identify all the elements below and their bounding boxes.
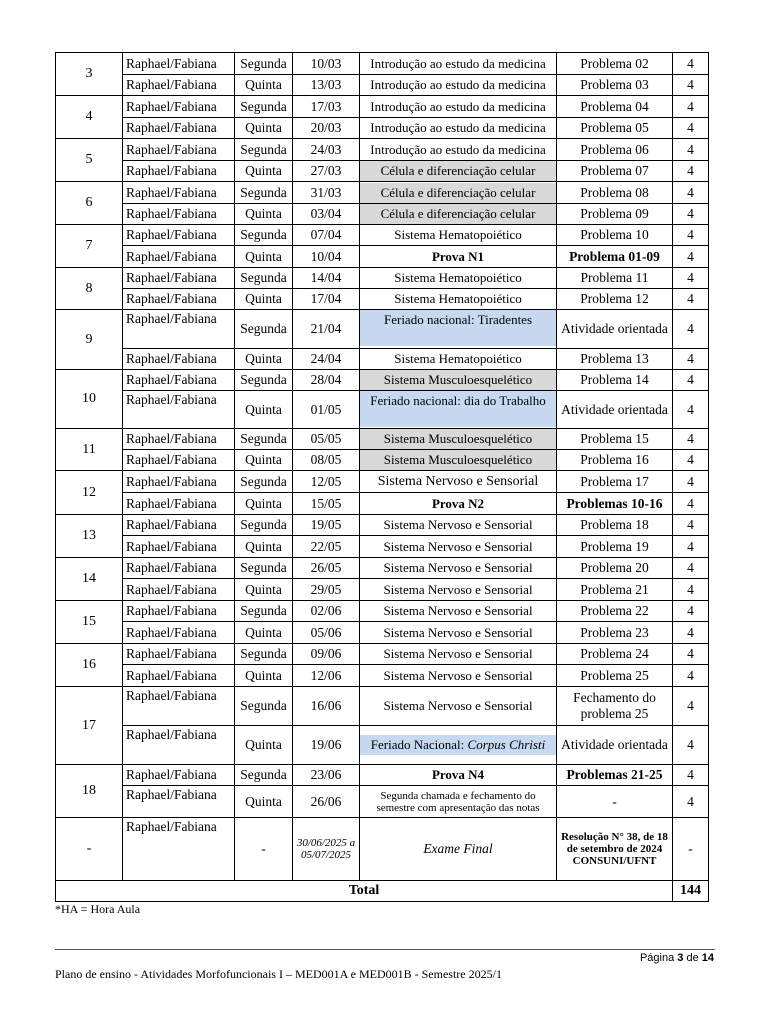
table-row — [56, 536, 709, 558]
day-cell: Segunda — [235, 765, 293, 786]
day-cell: - — [235, 818, 293, 881]
day-cell: Segunda — [235, 601, 293, 622]
date-cell: 12/05 — [293, 471, 360, 493]
ha-cell: 4 — [673, 726, 709, 765]
ha-cell: 4 — [673, 786, 709, 818]
day-cell: Segunda — [235, 182, 293, 204]
tutor-cell: Raphael/Fabiana — [123, 75, 235, 96]
day-cell: Segunda — [235, 53, 293, 75]
ha-cell: 4 — [673, 765, 709, 786]
date-cell: 31/03 — [293, 182, 360, 204]
content-cell: Introdução ao estudo da medicina — [360, 96, 557, 118]
problem-cell: Problema 03 — [557, 75, 673, 96]
day-cell: Segunda — [235, 370, 293, 391]
date-cell: 09/06 — [293, 644, 360, 665]
ha-cell: 4 — [673, 622, 709, 644]
table-row — [56, 118, 709, 139]
ha-cell: 4 — [673, 310, 709, 349]
date-cell: 10/03 — [293, 53, 360, 75]
tutor-cell: Raphael/Fabiana — [123, 579, 235, 601]
week-cell: 13 — [56, 515, 123, 558]
content-cell: Sistema Nervoso e Sensorial — [360, 536, 557, 558]
table-row — [56, 786, 709, 818]
problem-cell: Problema 11 — [557, 268, 673, 289]
tutor-cell: Raphael/Fabiana — [123, 225, 235, 246]
day-cell: Quinta — [235, 118, 293, 139]
date-cell: 03/04 — [293, 204, 360, 225]
tutor-cell: Raphael/Fabiana — [123, 429, 235, 450]
content-text-b: Corpus Christi — [467, 737, 546, 752]
tutor-cell: Raphael/Fabiana — [123, 289, 235, 310]
tutor-cell: Raphael/Fabiana — [123, 370, 235, 391]
week-cell: 4 — [56, 96, 123, 139]
date-cell: 16/06 — [293, 687, 360, 726]
tutor-cell: Raphael/Fabiana — [123, 450, 235, 471]
tutor-cell: Raphael/Fabiana — [123, 765, 235, 786]
problem-cell: Problema 12 — [557, 289, 673, 310]
ha-cell: 4 — [673, 493, 709, 515]
table-row — [56, 493, 709, 515]
date-cell: 20/03 — [293, 118, 360, 139]
content-text: Célula e diferenciação celular — [360, 204, 556, 224]
table-row — [56, 182, 709, 204]
ha-cell: 4 — [673, 75, 709, 96]
content-cell: Sistema Hematopoiético — [360, 289, 557, 310]
content-cell: Sistema Hematopoiético — [360, 225, 557, 246]
content-text: Célula e diferenciação celular — [360, 161, 556, 181]
tutor-cell: Raphael/Fabiana — [123, 391, 235, 429]
content-cell: Sistema Nervoso e Sensorial — [360, 644, 557, 665]
problem-cell: Problema 24 — [557, 644, 673, 665]
content-cell: Introdução ao estudo da medicina — [360, 118, 557, 139]
table-row — [56, 558, 709, 579]
date-cell: 22/05 — [293, 536, 360, 558]
date-cell: 08/05 — [293, 450, 360, 471]
ha-cell: 4 — [673, 450, 709, 471]
problem-cell: Problema 19 — [557, 536, 673, 558]
tutor-cell: Raphael/Fabiana — [123, 726, 235, 765]
problem-cell: Problema 09 — [557, 204, 673, 225]
table-row — [56, 310, 709, 349]
table-row — [56, 204, 709, 225]
tutor-cell: Raphael/Fabiana — [123, 161, 235, 182]
day-cell: Segunda — [235, 429, 293, 450]
table-row — [56, 665, 709, 687]
ha-cell: 4 — [673, 118, 709, 139]
problem-cell: Problema 17 — [557, 471, 673, 493]
ha-cell: 4 — [673, 558, 709, 579]
ha-cell: 4 — [673, 96, 709, 118]
problem-cell: Problema 05 — [557, 118, 673, 139]
week-cell: 7 — [56, 225, 123, 268]
day-cell: Quinta — [235, 622, 293, 644]
table-row — [56, 370, 709, 391]
problem-cell: Problema 25 — [557, 665, 673, 687]
content-cell — [360, 726, 557, 765]
table-row — [56, 139, 709, 161]
content-cell: Segunda chamada e fechamento do semestre com apresentação das notas — [360, 786, 557, 818]
content-cell: Sistema Nervoso e Sensorial — [360, 471, 557, 493]
tutor-cell: Raphael/Fabiana — [123, 96, 235, 118]
day-cell: Segunda — [235, 225, 293, 246]
content-cell: Introdução ao estudo da medicina — [360, 75, 557, 96]
week-cell: 10 — [56, 370, 123, 429]
footer-divider — [55, 949, 715, 950]
day-cell: Quinta — [235, 204, 293, 225]
tutor-cell: Raphael/Fabiana — [123, 687, 235, 726]
date-cell: 19/05 — [293, 515, 360, 536]
tutor-cell: Raphael/Fabiana — [123, 182, 235, 204]
content-cell: Sistema Nervoso e Sensorial — [360, 665, 557, 687]
tutor-cell: Raphael/Fabiana — [123, 268, 235, 289]
week-cell: 9 — [56, 310, 123, 370]
date-cell: 17/03 — [293, 96, 360, 118]
content-cell: Sistema Hematopoiético — [360, 268, 557, 289]
tutor-cell: Raphael/Fabiana — [123, 204, 235, 225]
content-cell: Introdução ao estudo da medicina — [360, 53, 557, 75]
date-cell: 07/04 — [293, 225, 360, 246]
table-row — [56, 622, 709, 644]
ha-cell: 4 — [673, 665, 709, 687]
ha-cell: 4 — [673, 225, 709, 246]
table-row — [56, 601, 709, 622]
problem-cell: Problema 16 — [557, 450, 673, 471]
week-cell: 11 — [56, 429, 123, 471]
problem-cell: Problemas 10-16 — [557, 493, 673, 515]
tutor-cell: Raphael/Fabiana — [123, 471, 235, 493]
day-cell: Segunda — [235, 515, 293, 536]
table-row — [56, 515, 709, 536]
table-row — [56, 471, 709, 493]
table-row — [56, 450, 709, 471]
week-cell: 8 — [56, 268, 123, 310]
problem-cell: Problema 04 — [557, 96, 673, 118]
date-cell: 27/03 — [293, 161, 360, 182]
table-row — [56, 53, 709, 75]
week-cell: 12 — [56, 471, 123, 515]
day-cell: Quinta — [235, 536, 293, 558]
tutor-cell: Raphael/Fabiana — [123, 53, 235, 75]
week-cell: 3 — [56, 53, 123, 96]
date-cell: 28/04 — [293, 370, 360, 391]
date-cell: 23/06 — [293, 765, 360, 786]
ha-cell: 4 — [673, 536, 709, 558]
problem-cell: Problema 08 — [557, 182, 673, 204]
content-text: Célula e diferenciação celular — [360, 183, 556, 203]
tutor-cell: Raphael/Fabiana — [123, 558, 235, 579]
day-cell: Segunda — [235, 558, 293, 579]
date-cell: 01/05 — [293, 391, 360, 429]
problem-cell: - — [557, 786, 673, 818]
content-cell — [360, 391, 557, 429]
date-cell: 10/04 — [293, 246, 360, 268]
day-cell: Quinta — [235, 349, 293, 370]
table-row — [56, 161, 709, 182]
day-cell: Quinta — [235, 726, 293, 765]
ha-cell: - — [673, 818, 709, 881]
day-cell: Segunda — [235, 310, 293, 349]
page-total: 14 — [701, 952, 714, 964]
day-cell: Quinta — [235, 493, 293, 515]
tutor-cell: Raphael/Fabiana — [123, 601, 235, 622]
ha-cell: 4 — [673, 471, 709, 493]
table-row — [56, 225, 709, 246]
table-row — [56, 268, 709, 289]
problem-cell: Problema 22 — [557, 601, 673, 622]
problem-cell: Resolução N° 38, de 18 de setembro de 2024 CONSUNI/UFNT — [557, 818, 673, 881]
week-cell: 15 — [56, 601, 123, 644]
day-cell: Quinta — [235, 246, 293, 268]
day-cell: Quinta — [235, 450, 293, 471]
table-row — [56, 75, 709, 96]
content-cell — [360, 370, 557, 391]
table-row — [56, 765, 709, 786]
week-cell: 16 — [56, 644, 123, 687]
content-text: Feriado nacional: dia do Trabalho — [360, 391, 556, 427]
tutor-cell: Raphael/Fabiana — [123, 246, 235, 268]
content-text: Sistema Musculoesquelético — [360, 370, 556, 390]
table-row — [56, 726, 709, 765]
content-text — [360, 735, 556, 755]
table-row — [56, 349, 709, 370]
problem-cell: Problema 06 — [557, 139, 673, 161]
tutor-cell: Raphael/Fabiana — [123, 786, 235, 818]
day-cell: Segunda — [235, 471, 293, 493]
problem-cell: Atividade orientada — [557, 310, 673, 349]
ha-cell: 4 — [673, 268, 709, 289]
problem-cell: Problema 01-09 — [557, 246, 673, 268]
problem-cell: Problema 21 — [557, 579, 673, 601]
problem-cell: Problema 13 — [557, 349, 673, 370]
problem-cell: Problemas 21-25 — [557, 765, 673, 786]
ha-cell: 4 — [673, 429, 709, 450]
day-cell: Segunda — [235, 139, 293, 161]
content-cell — [360, 450, 557, 471]
tutor-cell: Raphael/Fabiana — [123, 118, 235, 139]
date-cell: 26/06 — [293, 786, 360, 818]
problem-cell: Problema 02 — [557, 53, 673, 75]
problem-cell: Problema 07 — [557, 161, 673, 182]
week-cell: 6 — [56, 182, 123, 225]
content-cell: Prova N4 — [360, 765, 557, 786]
day-cell: Segunda — [235, 687, 293, 726]
date-cell: 12/06 — [293, 665, 360, 687]
day-cell: Quinta — [235, 579, 293, 601]
date-cell: 02/06 — [293, 601, 360, 622]
content-cell — [360, 204, 557, 225]
ha-cell: 4 — [673, 687, 709, 726]
date-cell: 21/04 — [293, 310, 360, 349]
content-cell: Introdução ao estudo da medicina — [360, 139, 557, 161]
date-cell: 24/03 — [293, 139, 360, 161]
week-cell: 14 — [56, 558, 123, 601]
day-cell: Segunda — [235, 644, 293, 665]
date-cell: 13/03 — [293, 75, 360, 96]
ha-cell: 4 — [673, 370, 709, 391]
day-cell: Quinta — [235, 161, 293, 182]
day-cell: Quinta — [235, 786, 293, 818]
total-row — [56, 881, 709, 902]
day-cell: Segunda — [235, 268, 293, 289]
ha-cell: 4 — [673, 601, 709, 622]
table-row — [56, 429, 709, 450]
content-cell: Sistema Hematopoiético — [360, 349, 557, 370]
table-row — [56, 687, 709, 726]
problem-cell: Fechamento do problema 25 — [557, 687, 673, 726]
table-row — [56, 96, 709, 118]
content-cell: Exame Final — [360, 818, 557, 881]
content-cell — [360, 182, 557, 204]
content-cell: Sistema Nervoso e Sensorial — [360, 515, 557, 536]
week-cell: 5 — [56, 139, 123, 182]
tutor-cell: Raphael/Fabiana — [123, 622, 235, 644]
content-text: Feriado nacional: Tiradentes — [360, 310, 556, 346]
page-current: 3 — [677, 952, 684, 964]
content-cell: Sistema Nervoso e Sensorial — [360, 622, 557, 644]
content-text-a: Feriado Nacional: — [370, 737, 468, 752]
tutor-cell: Raphael/Fabiana — [123, 665, 235, 687]
page-number — [640, 952, 714, 964]
problem-cell: Problema 23 — [557, 622, 673, 644]
content-text: Sistema Musculoesquelético — [360, 429, 556, 449]
problem-cell: Problema 15 — [557, 429, 673, 450]
page-prefix: Página — [639, 952, 678, 964]
tutor-cell: Raphael/Fabiana — [123, 515, 235, 536]
problem-cell: Atividade orientada — [557, 726, 673, 765]
tutor-cell: Raphael/Fabiana — [123, 493, 235, 515]
document-title: Plano de ensino - Atividades Morfofuncionais I – MED001A e MED001B - Semestre 2025/1 — [55, 967, 502, 981]
problem-cell: Problema 10 — [557, 225, 673, 246]
schedule-table — [55, 52, 709, 902]
ha-cell: 4 — [673, 579, 709, 601]
content-text: Sistema Musculoesquelético — [360, 450, 556, 470]
tutor-cell: Raphael/Fabiana — [123, 818, 235, 881]
total-label: Total — [56, 881, 673, 902]
content-cell: Prova N2 — [360, 493, 557, 515]
table-row — [56, 818, 709, 881]
ha-cell: 4 — [673, 246, 709, 268]
tutor-cell: Raphael/Fabiana — [123, 536, 235, 558]
content-cell: Sistema Nervoso e Sensorial — [360, 558, 557, 579]
problem-cell: Atividade orientada — [557, 391, 673, 429]
table-row — [56, 391, 709, 429]
table-row — [56, 579, 709, 601]
date-cell: 26/05 — [293, 558, 360, 579]
ha-cell: 4 — [673, 182, 709, 204]
ha-cell: 4 — [673, 349, 709, 370]
table-row — [56, 644, 709, 665]
page-sep: de — [683, 952, 702, 964]
content-cell: Sistema Nervoso e Sensorial — [360, 579, 557, 601]
content-cell: Sistema Nervoso e Sensorial — [360, 687, 557, 726]
content-cell — [360, 161, 557, 182]
date-cell: 05/06 — [293, 622, 360, 644]
tutor-cell: Raphael/Fabiana — [123, 139, 235, 161]
day-cell: Quinta — [235, 665, 293, 687]
ha-cell: 4 — [673, 139, 709, 161]
ha-cell: 4 — [673, 515, 709, 536]
date-cell: 14/04 — [293, 268, 360, 289]
date-cell: 30/06/2025 a 05/07/2025 — [293, 818, 360, 881]
table-row — [56, 289, 709, 310]
day-cell: Quinta — [235, 391, 293, 429]
tutor-cell: Raphael/Fabiana — [123, 349, 235, 370]
date-cell: 19/06 — [293, 726, 360, 765]
week-cell: 18 — [56, 765, 123, 818]
date-cell: 24/04 — [293, 349, 360, 370]
day-cell: Quinta — [235, 75, 293, 96]
ha-cell: 4 — [673, 289, 709, 310]
week-cell: - — [56, 818, 123, 881]
tutor-cell: Raphael/Fabiana — [123, 310, 235, 349]
ha-cell: 4 — [673, 644, 709, 665]
problem-cell: Problema 20 — [557, 558, 673, 579]
ha-cell: 4 — [673, 53, 709, 75]
content-cell — [360, 310, 557, 349]
week-cell: 17 — [56, 687, 123, 765]
day-cell: Quinta — [235, 289, 293, 310]
date-cell: 15/05 — [293, 493, 360, 515]
date-cell: 29/05 — [293, 579, 360, 601]
ha-cell: 4 — [673, 161, 709, 182]
table-row — [56, 246, 709, 268]
date-cell: 17/04 — [293, 289, 360, 310]
ha-cell: 4 — [673, 204, 709, 225]
date-cell: 05/05 — [293, 429, 360, 450]
footnote: *HA = Hora Aula — [55, 902, 141, 916]
day-cell: Segunda — [235, 96, 293, 118]
total-value: 144 — [673, 881, 709, 902]
content-cell: Prova N1 — [360, 246, 557, 268]
content-cell — [360, 429, 557, 450]
problem-cell: Problema 14 — [557, 370, 673, 391]
content-cell: Sistema Nervoso e Sensorial — [360, 601, 557, 622]
ha-cell: 4 — [673, 391, 709, 429]
problem-cell: Problema 18 — [557, 515, 673, 536]
tutor-cell: Raphael/Fabiana — [123, 644, 235, 665]
